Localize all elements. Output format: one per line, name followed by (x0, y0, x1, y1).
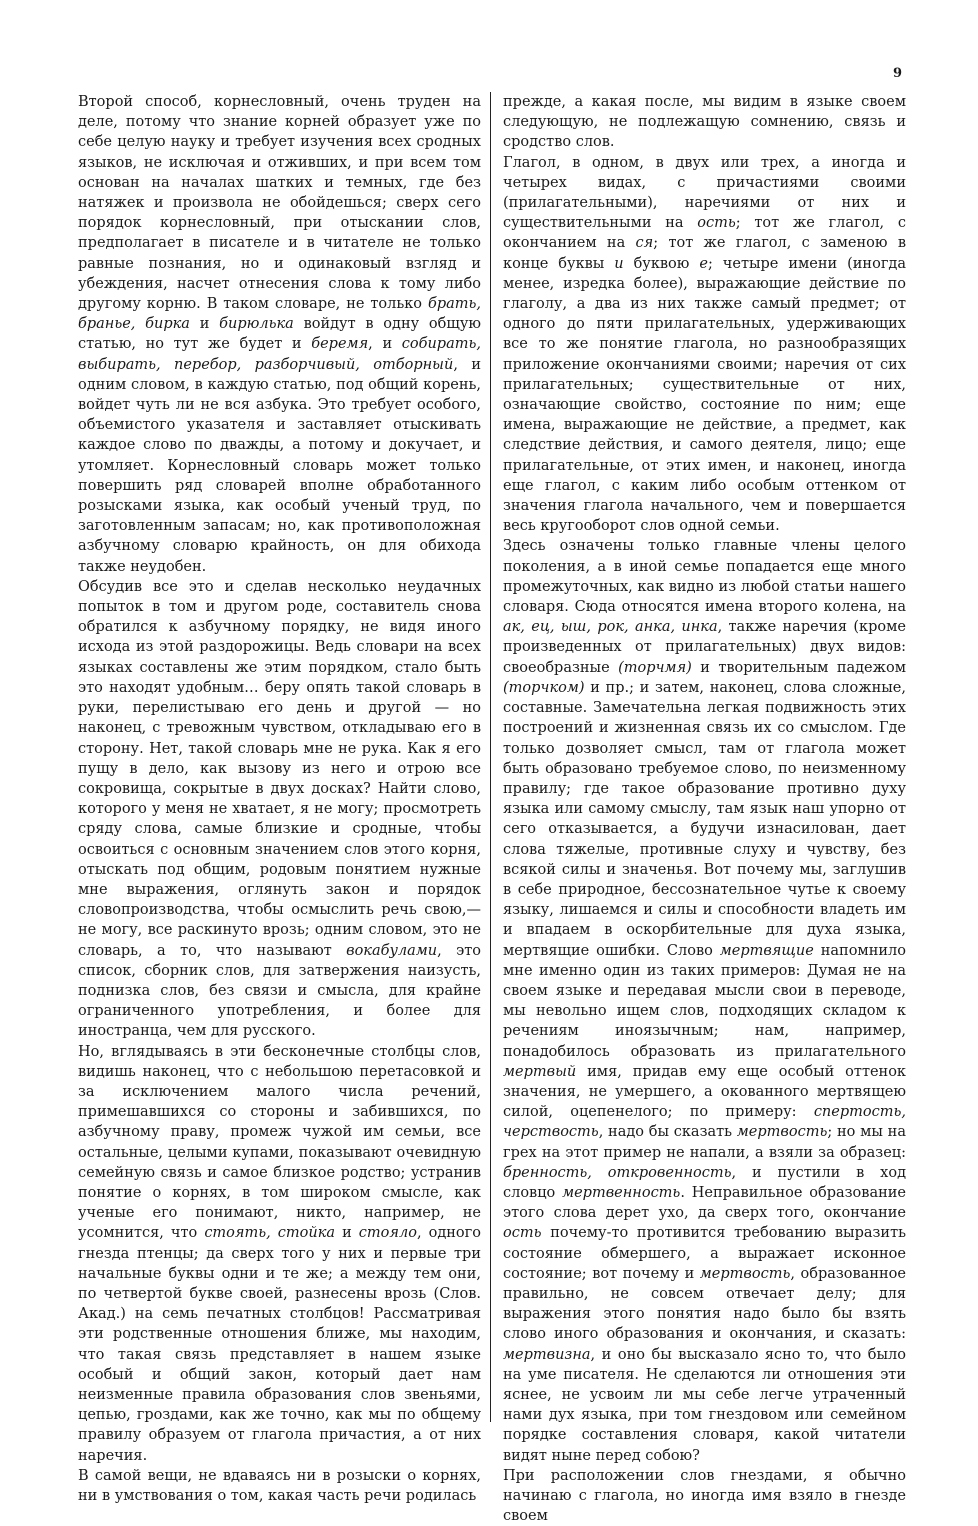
page-number: 9 (893, 66, 903, 81)
left-column (78, 92, 481, 1506)
paragraph: Обсудив все это и сделав несколько неудачных попыток в том и другом роде, составитель снова обратился к азбучному порядку, не видя иного исхода из этой раздорожицы. Ведь словари на всех языках составлены же этим порядком, стало быть это находят удобным… беру опять такой словарь в руки, перелистываю его день и другой — но наконец, с тревожным чувством, откладываю его в сторону. Нет, такой словарь мне не рука. Как я его пущу в дело, как вызову из него и отрою все сокровища, сокрытые в двух досках? Найти слово, которого у меня не хватает, я не могу; просмотреть сряду слова, самые близкие и сродные, чтобы освоиться с основным значением слов этого корня, отыскать под общим, родовым понятием нужные мне выражения, оглянуть закон и порядок словопроизводства, чтобы осмыслить речь свою,— не могу, все раскинуто врозь; одним словом, это не словарь, а то, что называют вокабулами, это список, сборник слов, для затвержения наизусть, поднизка слов, без связи и смысла, для крайне ограниченного употребления, и более для иностранца, чем для русского. (78, 578, 481, 1040)
column-divider (490, 92, 491, 1422)
right-column (503, 92, 906, 1526)
paragraph: Второй способ, корнесловный, очень труден на деле, потому что знание корней образует уже по себе целую науку и требует изучения всех сродных языков, не исключая и отживших, и при всем том основан на началах шатких и темных, где без натяжек и произвола не обойдешься; сверх сего порядок корнесловный, при отыскании слов, предполагает в писателе и в читателе не только равные познания, но и одинаковый взгляд и убеждения, насчет отнесения слова к тому либо другому корню. В таком словаре, не только брать, бранье, бирка и бирюлька войдут в одну общую статью, но тут же будет и беремя, и собирать, выбирать, перебор, разборчивый, отборный, и одним словом, в каждую статью, под общий корень, войдет чуть ли не вся азбука. Это требует особого, объемистого указателя и заставляет отыскивать каждое слово по дважды, а потому и докучает, и утомляет. Корнесловный словарь может только повершить ряд словарей вполне обработанного розысками языка, как особый ученый труд, по заготовленным запасам; но, как противоположная азбучному словарю крайность, он для обихода также неудобен. (78, 94, 481, 575)
paragraph: При расположении слов гнездами, я обычно начинаю с глагола, но иногда имя взяло в гнезде своем (503, 1467, 906, 1525)
paragraph: Здесь означены только главные члены целого поколения, а в иной семье попадается еще много промежуточных, как видно из любой статьи нашего словаря. Сюда относятся имена второго колена, на ак, ец, ыш, рок, анка, инка, также наречия (кроме произведенных от прилагательных) двух видов: своеобразные (торчмя) и творительным падежом (торчком) и пр.; и затем, наконец, слова сложные, составные. Замечательна легкая подвижность этих построений и жизненная связь их со смыслом. Где только дозволяет смысл, там от глагола может быть образовано требуемое слово, по неизменному правилу; где такое образование противно духу языка или самому смыслу, там язык наш упорно от сего отказывается, а будучи изнасилован, дает слова тяжелые, противные слуху и чувству, без всякой силы и значенья. Вот почему мы, заглушив в себе природное, бессознательное чутье к своему языку, лишаемся и силы и способности владеть им и впадаем в оскорбительные для духа языка, мертвящие ошибки. Слово мертвящие напомнило мне именно один из таких примеров: Думая не на своем языке и передавая мысли свои в переводе, мы невольно ищем слов, подходящих складом к речениям иноязычным; нам, например, понадобилось образовать из прилагательного мертвый имя, придав ему еще особый оттенок значения, не умершего, а окованного мертвящею силой, оцепенелого; по примеру: спертость, черствость, надо бы сказать мертвость; но мы на грех на этот пример не напали, а взяли за образец: бренность, откровенность, и пустили в ход словцо мертвенность. Неправильное образование этого слова дерет ухо, да сверх того, окончание ость почему-то противится требованию выразить состояние обмершего, а выражает исконное состояние; вот почему и мертвость, образованное правильно, не совсем отвечает делу; для выражения этого понятия надо было бы взять слово иного образования и окончания, и сказать: мертвизна, и оно бы высказало ясно то, что было на уме писателя. Не сделаются ли отношения эти яснее, не усвоим ли мы себе легче утраченный нами дух языка, при том гнездовом или семейном порядке составления словаря, какой читатели видят ныне перед собою? (503, 538, 907, 1464)
paragraph: прежде, а какая после, мы видим в языке своем следующую, не подлежащую сомнению, связь и сродство слов. (503, 94, 906, 151)
paragraph: Глагол, в одном, в двух или трех, а иногда и четырех видах, с причастиями своими (прилагательными), наречиями от них и существительными на ость; тот же глагол, с окончанием на ся; тот же глагол, с заменою в конце буквы и буквою е; четыре имени (иногда менее, изредка более), выражающие действие по глаголу, а два из них также самый предмет; от одного до пяти прилагательных, удерживающих все то же понятие глагола, но разнообразящих приложение окончаниями своими; наречия от сих прилагательных; существительные от них, означающие свойство, состояние по ним; еще имена, выражающие не действие, а предмет, как следствие действия, и самого деятеля, лицо; еще прилагательные, от этих имен, и наконец, иногда еще глагол, с каким либо особым оттенком от значения глагола начального, чем и повершается весь кругооборот слов одной семьи. (503, 154, 907, 535)
paragraph: В самой вещи, не вдаваясь ни в розыски о корнях, ни в умствования о том, какая часть речи родилась (78, 1467, 481, 1505)
paragraph: Но, вглядываясь в эти бесконечные столбцы слов, видишь наконец, что с небольшою перетасовкой и за исключением малого числа речений, примешавшихся со стороны и забившихся, по азбучному праву, промеж чужой им семьи, все остальные, целыми купами, показывают очевидную семейную связь и самое близкое родство; устранив понятие о корнях, в том широком смысле, как ученые его понимают, никто, например, не усомнится, что стоять, стойка и стояло, одного гнезда птенцы; да сверх того у них и первые три начальные буквы одни и те же; а между тем они, по четвертой букве своей, разнесены врозь (Слов. Акад.) на семь печатных столбцов! Рассматривая эти родственные отношения ближе, мы находим, что такая связь представляет в нашем языке особый и общий закон, который дает нам неизменные правила образования слов звеньями, цепью, гроздами, как же точно, как мы по общему правилу образуем от глагола причастия, а от них наречия. (78, 1043, 481, 1464)
